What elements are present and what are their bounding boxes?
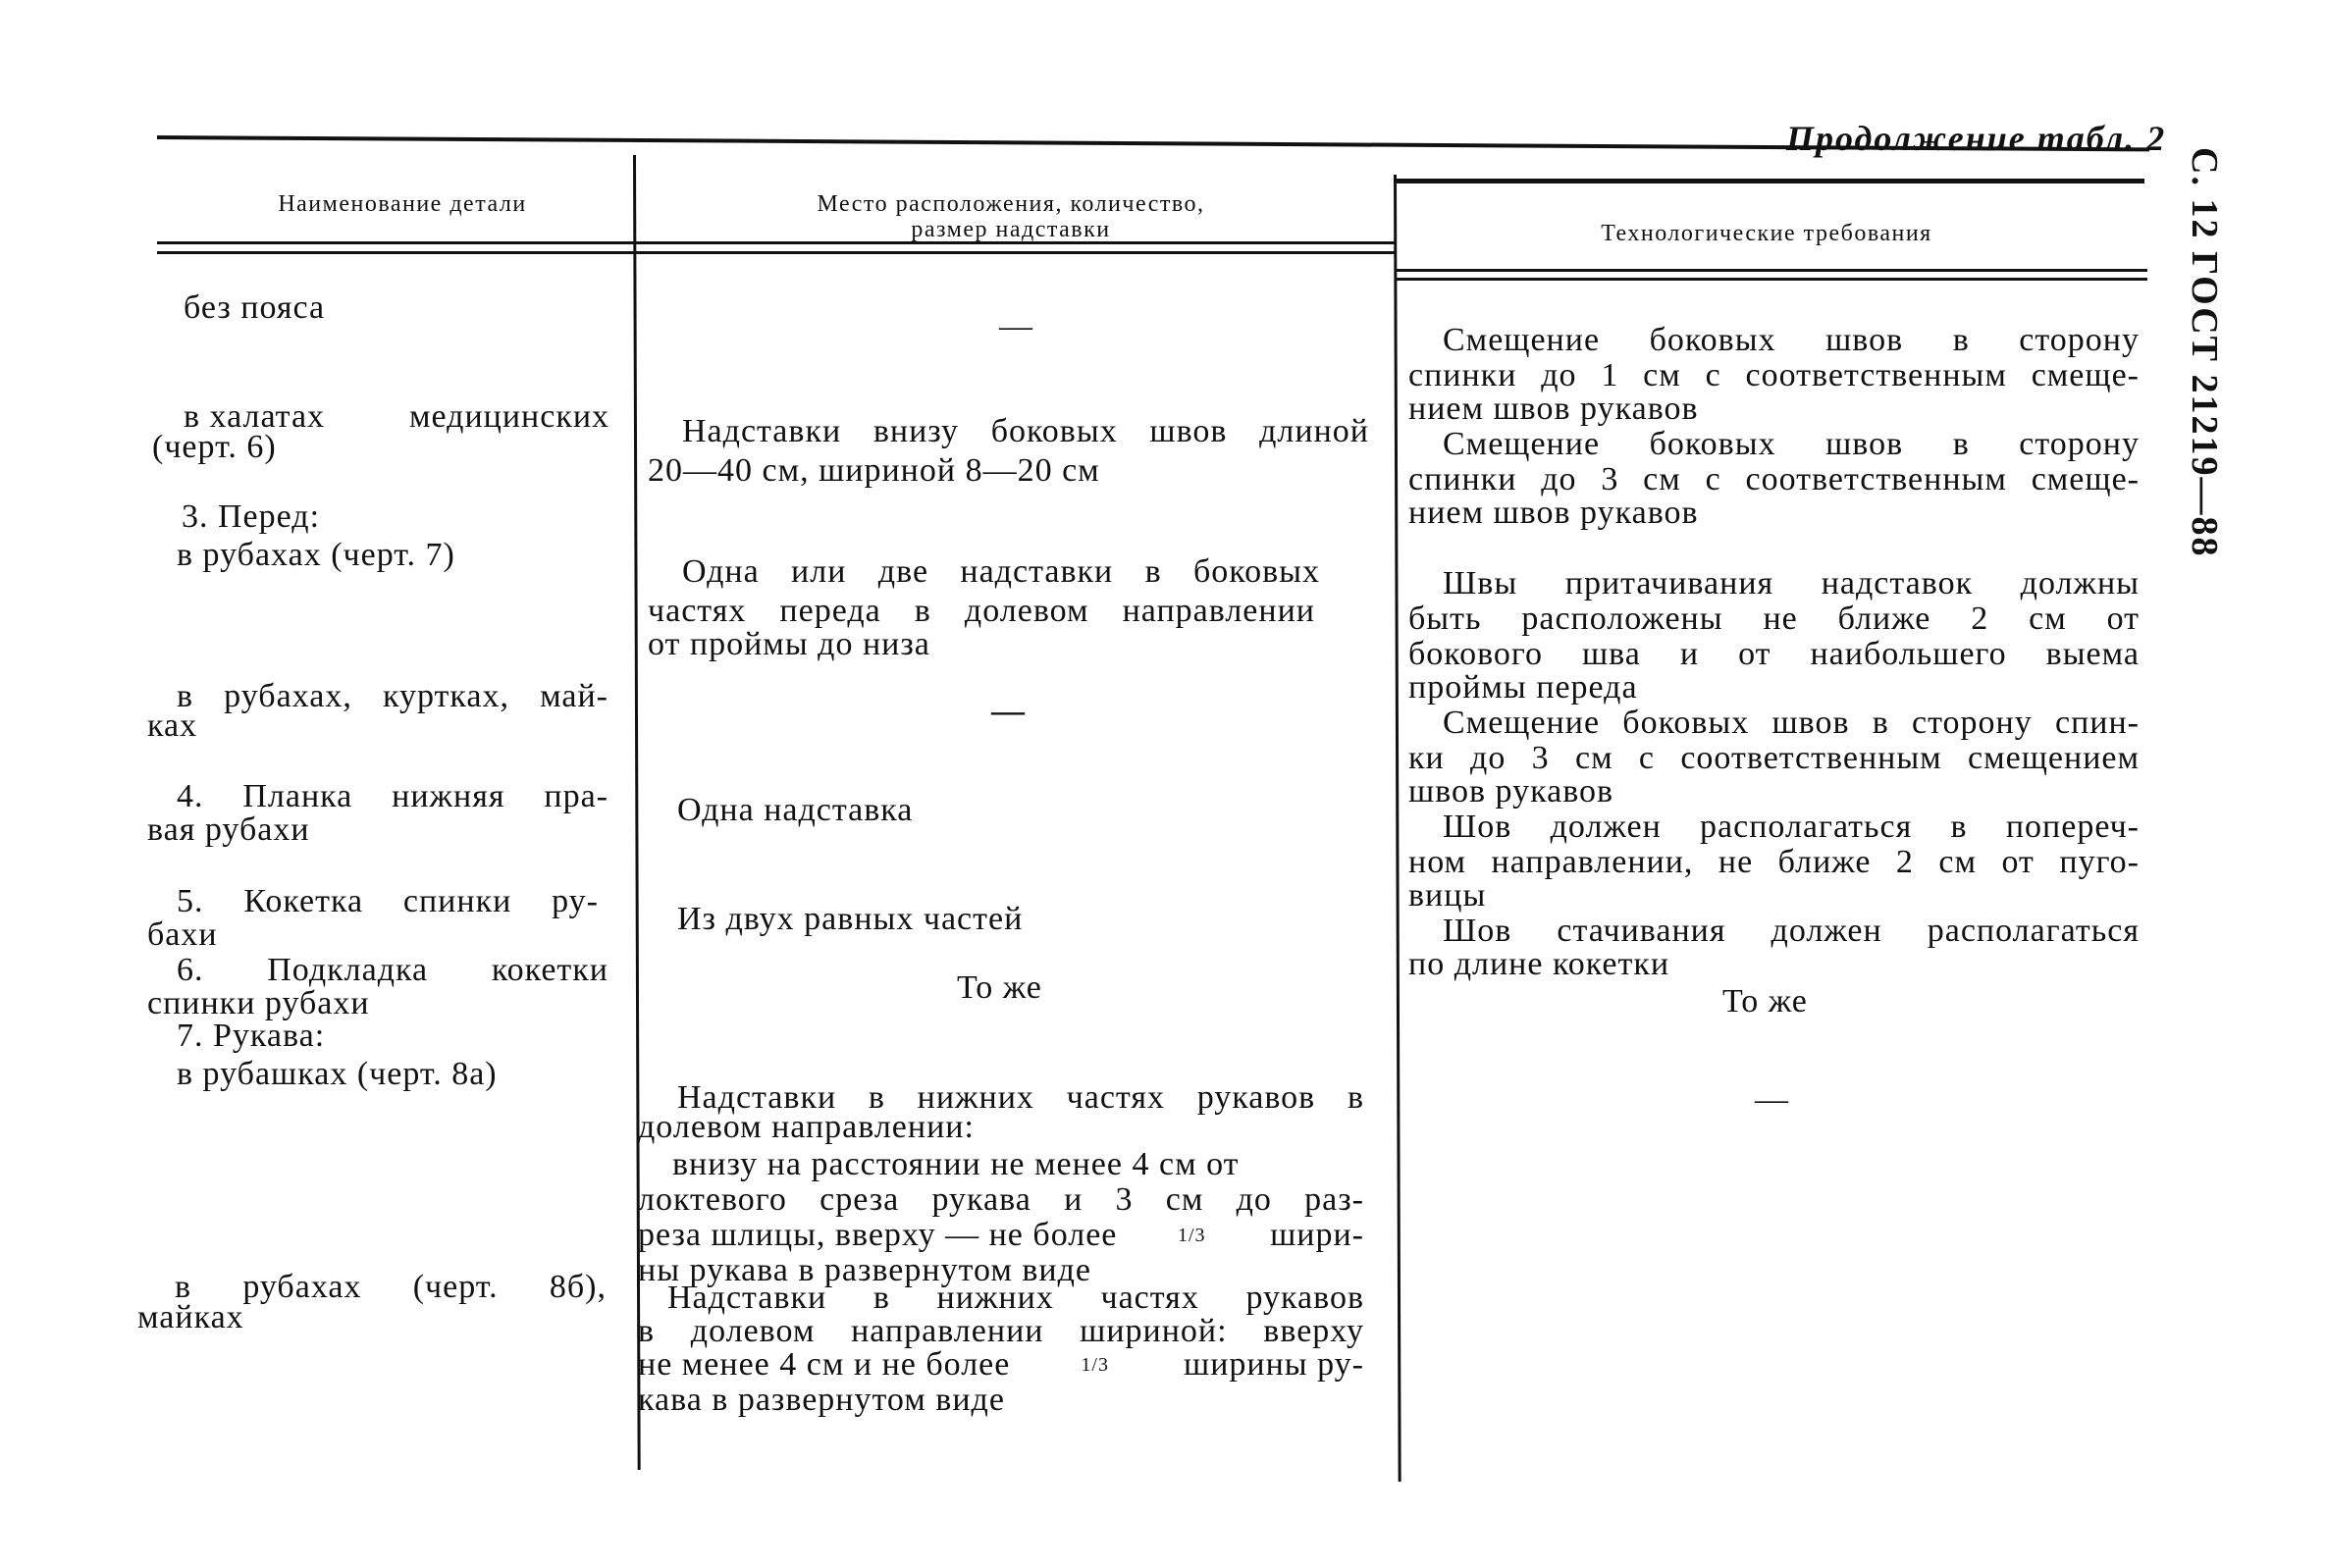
detail-line: медицинских [409,398,610,435]
detail-line: спинки рубахи [147,985,370,1021]
header-location-2: размер надставки [911,217,1111,242]
detail-line: бахи [147,916,218,953]
requirement-line: Смещение боковых швов в сторону спин- [1443,705,2140,741]
header-rule-2 [157,251,1396,254]
location-line: локтевого среза рукава и 3 см до раз- [638,1181,1364,1218]
detail-line: в рубахах, куртках, май- [177,678,608,714]
location-line-fraction [638,1348,1364,1382]
requirement-line: Смещение боковых швов в сторону [1443,426,2140,462]
detail-line: 7. Рукава: [177,1018,326,1054]
location-line-fraction [638,1219,1364,1252]
location-line: Из двух равных частей [677,901,1024,937]
location-text: не менее 4 см и не более [638,1346,1011,1383]
header-rule-3 [1396,269,2147,272]
requirement-line: Смещение боковых швов в сторону [1443,322,2140,358]
location-line: в долевом направлении шириной: вверху [638,1313,1364,1349]
dash-1: — [999,308,1033,344]
requirement-line: бокового шва и от наибольшего выема [1408,636,2140,672]
location-line: Одна надставка [677,792,914,828]
location-line: долевом направлении: [638,1109,975,1145]
requirement-line: нием швов рукавов [1408,495,1699,531]
requirement-line: То же [1722,983,1808,1019]
requirement-line: вицы [1408,877,1487,914]
requirement-line: Шов должен располагаться в попереч- [1443,809,2140,845]
location-text: ширины ру- [1184,1346,1364,1383]
detail-line: в халатах [184,398,326,435]
requirement-line: швов рукавов [1408,773,1614,810]
header-location: Место расположения, количество, [817,191,1205,217]
detail-line: 6. Подкладка кокетки [177,952,608,988]
detail-line: ках [147,707,198,744]
detail-line: 3. Перед: [182,498,321,535]
location-line: Надставки в нижних частях рукавов [667,1280,1364,1316]
header-detail-name: Наименование детали [278,191,527,217]
location-line: от проймы до низа [648,626,930,662]
requirement-line: проймы переда [1408,669,1638,706]
detail-line: без пояса [184,289,326,326]
dash-2: — [991,693,1026,729]
location-line: кава в развернутом виде [638,1382,1005,1418]
location-line: То же [957,969,1042,1006]
requirement-line: Шов стачивания должен располагаться [1443,913,2140,949]
requirement-line: нием швов рукавов [1408,391,1699,427]
location-line: частях переда в долевом направлении [648,593,1315,629]
detail-line: (черт. 6) [152,429,277,465]
top-rule-right [1394,179,2144,183]
location-text: шири- [1270,1217,1364,1253]
location-line: Надставки в нижних частях рукавов в [677,1079,1364,1116]
location-text: реза шлицы, вверху — не более [638,1217,1118,1253]
location-line: Одна или две надставки в боковых [682,553,1320,590]
header-tech-requirements: Технологические требования [1601,221,1932,246]
detail-line: в рубашках (черт. 8а) [177,1056,498,1092]
requirement-line: спинки до 3 см с соответственным смеще- [1408,461,2140,497]
location-line: ны рукава в развернутом виде [638,1252,1092,1288]
location-line: Надставки внизу боковых швов длиной [682,413,1369,449]
detail-line: вая рубахи [147,811,310,848]
location-line: внизу на расстоянии не менее 4 см от [672,1146,1240,1182]
page-side-label: С. 12 ГОСТ 21219—88 [2184,147,2225,558]
requirement-line: быть расположены не ближе 2 см от [1408,601,2140,637]
requirement-line: ки до 3 см с соответственным смещением [1408,740,2140,776]
detail-line: 4. Планка нижняя пра- [177,778,608,814]
requirement-line: Швы притачивания надставок должны [1443,565,2140,601]
header-rule-4 [1396,278,2147,281]
detail-line: в рубахах (черт. 7) [177,537,455,573]
detail-line: в рубахах (черт. 8б), [175,1269,607,1305]
table-caption: Продолжение табл. 2 [1786,119,2167,158]
col-divider-2 [1394,175,1401,1482]
fraction-one-third: 1/3 [1081,1354,1109,1376]
fraction-one-third: 1/3 [1177,1225,1206,1246]
requirement-line: спинки до 1 см с соответственным смеще- [1408,357,2140,393]
detail-line: майках [137,1299,244,1335]
location-line: 20—40 см, шириной 8—20 см [648,452,1100,489]
requirement-line: ном направлении, не ближе 2 см от пуго- [1408,844,2140,880]
detail-line: 5. Кокетка спинки ру- [177,883,599,919]
requirement-line: по длине кокетки [1408,946,1670,982]
dash-3: — [1755,1081,1789,1118]
